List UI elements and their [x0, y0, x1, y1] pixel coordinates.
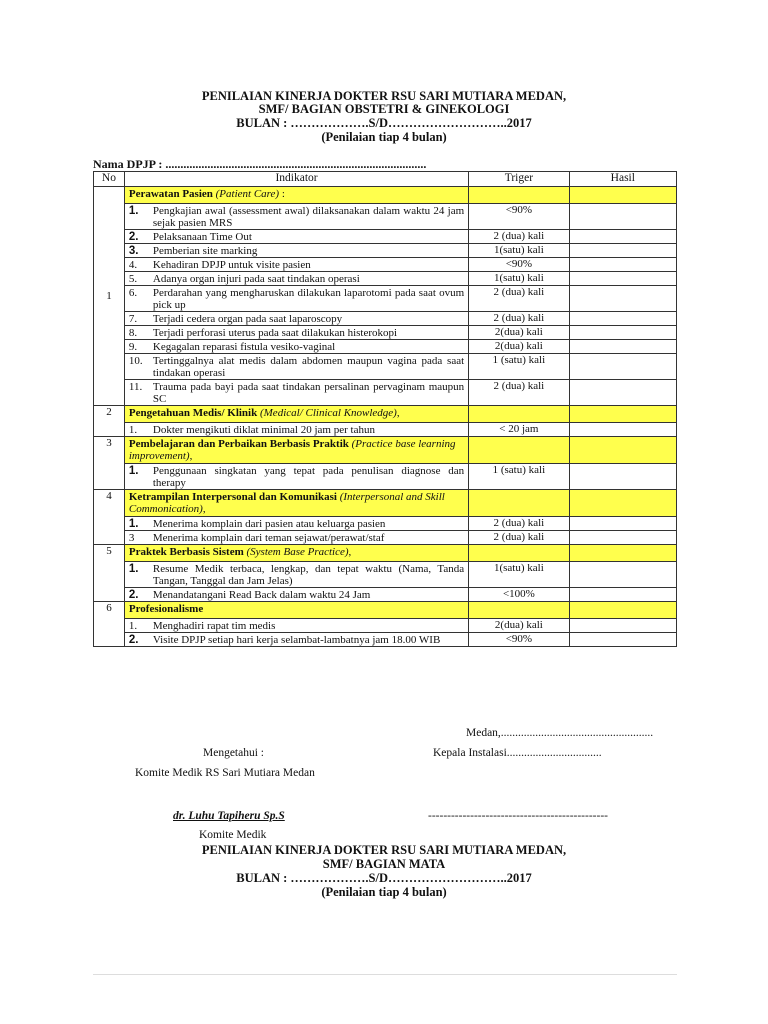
section-title-suffix: : — [279, 188, 285, 200]
section-row — [94, 602, 677, 619]
indicator-number: 7. — [128, 313, 138, 325]
section-title-text: Pengetahuan Medis/ Klinik — [128, 407, 260, 419]
doc-period: BULAN : ……………….S/D………………………..2017 — [236, 116, 532, 130]
indicator-number: 1. — [128, 205, 139, 217]
section-title-english: (System Base Practice) — [246, 546, 349, 558]
signer-name: dr. Luhu Tapiheru Sp.S — [173, 810, 285, 822]
section-hasil-cell — [569, 187, 676, 204]
section-title-text: Pembelajaran dan Perbaikan Berbasis Praktik — [128, 438, 352, 450]
indicator-row — [94, 562, 677, 588]
indicator-cell — [124, 272, 468, 286]
hasil-input-cell[interactable] — [569, 244, 676, 258]
indicator-row — [94, 340, 677, 354]
indicator-number: 1. — [128, 563, 139, 575]
place-date: Medan,..................................................... — [466, 727, 654, 739]
doc2-title: PENILAIAN KINERJA DOKTER RSU SARI MUTIARA MEDAN, — [201, 843, 567, 857]
indicator-row — [94, 244, 677, 258]
indicator-number: 5. — [128, 273, 138, 285]
indicator-text: Tertinggalnya alat medis dalam abdomen maupun vagina pada saat tindakan operasi — [152, 355, 465, 379]
triger-value: < 20 jam — [469, 423, 569, 437]
signature-line: ----------------------------------------------- — [428, 810, 608, 822]
indicator-text: Pemberian site marking — [152, 245, 258, 257]
indicator-row — [94, 272, 677, 286]
indicator-row — [94, 258, 677, 272]
hasil-input-cell[interactable] — [569, 423, 676, 437]
section-triger-cell — [469, 437, 569, 464]
indicator-number: 4. — [128, 259, 138, 271]
triger-value: 2 (dua) kali — [469, 312, 569, 326]
doc2-subtitle: SMF/ BAGIAN MATA — [322, 857, 446, 871]
indicator-number: 3 — [128, 532, 135, 544]
indicator-cell — [124, 326, 468, 340]
section-hasil-cell — [569, 437, 676, 464]
indicator-cell — [124, 423, 468, 437]
triger-value: 2(dua) kali — [469, 326, 569, 340]
page-divider — [93, 974, 677, 975]
hasil-input-cell[interactable] — [569, 258, 676, 272]
indicator-cell — [124, 340, 468, 354]
section-title-english: (Interpersonal and Skill Commonication) — [128, 491, 445, 515]
indicator-text: Menghadiri rapat tim medis — [152, 620, 276, 632]
section-number: 1 — [94, 187, 125, 406]
section-number: 3 — [94, 437, 125, 490]
triger-value: <90% — [469, 258, 569, 272]
table-header-row — [94, 172, 677, 187]
table-body — [94, 187, 677, 647]
doc-note: (Penilaian tiap 4 bulan) — [321, 130, 447, 144]
indicator-cell — [124, 258, 468, 272]
indicator-cell — [124, 244, 468, 258]
indicator-cell — [124, 633, 468, 647]
section-triger-cell — [469, 406, 569, 423]
indicator-text: Kehadiran DPJP untuk visite pasien — [152, 259, 311, 271]
indicator-cell — [124, 531, 468, 545]
section-triger-cell — [469, 602, 569, 619]
indicator-text: Pengkajian awal (assessment awal) dilaksanakan dalam waktu 24 jam sejak pasien MRS — [152, 205, 465, 229]
hasil-input-cell[interactable] — [569, 464, 676, 490]
indicator-cell — [124, 517, 468, 531]
hasil-input-cell[interactable] — [569, 588, 676, 602]
indicator-text: Visite DPJP setiap hari kerja selambat-lambatnya jam 18.00 WIB — [152, 634, 441, 646]
section-row — [94, 545, 677, 562]
indicator-number: 9. — [128, 341, 138, 353]
indicator-text: Penggunaan singkatan yang tepat pada penulisan diagnose dan therapy — [152, 465, 465, 489]
section-row — [94, 490, 677, 517]
doc2-period: BULAN : ……………….S/D………………………..2017 — [236, 871, 532, 885]
section-row — [94, 187, 677, 204]
indicator-text: Pelaksanaan Time Out — [152, 231, 252, 243]
indicator-row — [94, 588, 677, 602]
section-title — [124, 187, 468, 204]
section-title — [124, 545, 468, 562]
triger-value: 1 (satu) kali — [469, 354, 569, 380]
indicator-text: Trauma pada bayi pada saat tindakan persalinan pervaginam maupun SC — [152, 381, 465, 405]
triger-value: 2 (dua) kali — [469, 380, 569, 406]
triger-value: 2 (dua) kali — [469, 230, 569, 244]
indicator-row — [94, 312, 677, 326]
indicator-row — [94, 423, 677, 437]
triger-value: 1(satu) kali — [469, 272, 569, 286]
indicator-row — [94, 230, 677, 244]
indicator-cell — [124, 380, 468, 406]
indicator-row — [94, 380, 677, 406]
indicator-cell — [124, 286, 468, 312]
indicator-row — [94, 517, 677, 531]
indicator-number: 1. — [128, 620, 138, 632]
section-title-text: Praktek Berbasis Sistem — [128, 546, 247, 558]
section-number: 4 — [94, 490, 125, 545]
indicator-number: 3. — [128, 245, 139, 257]
triger-value: 2 (dua) kali — [469, 517, 569, 531]
section-triger-cell — [469, 545, 569, 562]
indicator-number: 11. — [128, 381, 143, 393]
section-title — [124, 406, 468, 423]
indicator-number: 1. — [128, 424, 138, 436]
indicator-text: Resume Medik terbaca, lengkap, dan tepat waktu (Nama, Tanda Tangan, Tanggal dan Jam Jelas) — [152, 563, 465, 587]
indicator-cell — [124, 204, 468, 230]
indicator-cell — [124, 588, 468, 602]
section-title-text: Perawatan Pasien — [128, 188, 216, 200]
assessment-table — [93, 171, 677, 647]
mengetahui-label: Mengetahui : — [203, 747, 264, 759]
indicator-row — [94, 464, 677, 490]
doc-subtitle: SMF/ BAGIAN OBSTETRI & GINEKOLOGI — [258, 102, 510, 116]
hasil-input-cell[interactable] — [569, 340, 676, 354]
section-title — [124, 437, 468, 464]
indicator-cell — [124, 354, 468, 380]
hasil-input-cell[interactable] — [569, 312, 676, 326]
section-number: 5 — [94, 545, 125, 602]
komite-full: Komite Medik RS Sari Mutiara Medan — [135, 767, 315, 779]
indicator-text: Terjadi cedera organ pada saat laparoscopy — [152, 313, 343, 325]
indicator-row — [94, 354, 677, 380]
section-hasil-cell — [569, 545, 676, 562]
indicator-text: Kegagalan reparasi fistula vesiko-vaginal — [152, 341, 336, 353]
triger-value: 1(satu) kali — [469, 562, 569, 588]
col-triger: Triger — [469, 172, 569, 187]
indicator-number: 8. — [128, 327, 138, 339]
indicator-number: 1. — [128, 465, 139, 477]
triger-value: 2(dua) kali — [469, 340, 569, 354]
indicator-cell — [124, 562, 468, 588]
section-hasil-cell — [569, 602, 676, 619]
indicator-number: 10. — [128, 355, 143, 367]
col-no: No — [94, 172, 125, 187]
indicator-row — [94, 326, 677, 340]
triger-value: <90% — [469, 204, 569, 230]
section-number: 6 — [94, 602, 125, 647]
indicator-row — [94, 619, 677, 633]
indicator-text: Terjadi perforasi uterus pada saat dilakukan histerokopi — [152, 327, 398, 339]
indicator-number: 2. — [128, 634, 139, 646]
indicator-cell — [124, 312, 468, 326]
indicator-text: Menandatangani Read Back dalam waktu 24 Jam — [152, 589, 371, 601]
indicator-number: 1. — [128, 518, 139, 530]
section-title-suffix: , — [202, 503, 206, 515]
indicator-text: Adanya organ injuri pada saat tindakan operasi — [152, 273, 360, 285]
section-row — [94, 437, 677, 464]
hasil-input-cell[interactable] — [569, 562, 676, 588]
section-title-english: (Practice base learning improvement) — [128, 438, 456, 462]
indicator-row — [94, 531, 677, 545]
hasil-input-cell[interactable] — [569, 633, 676, 647]
indicator-text: Menerima komplain dari teman sejawat/perawat/staf — [152, 532, 385, 544]
indicator-number: 2. — [128, 231, 139, 243]
triger-value: 2 (dua) kali — [469, 286, 569, 312]
triger-value: 2 (dua) kali — [469, 531, 569, 545]
komite-label: Komite Medik — [199, 829, 267, 841]
section-title-suffix: , — [189, 450, 193, 462]
doc2-note: (Penilaian tiap 4 bulan) — [321, 885, 447, 899]
indicator-text: Menerima komplain dari pasien atau keluarga pasien — [152, 518, 386, 530]
triger-value: <100% — [469, 588, 569, 602]
indicator-text: Dokter mengikuti diklat minimal 20 jam per tahun — [152, 424, 375, 436]
section-triger-cell — [469, 490, 569, 517]
hasil-input-cell[interactable] — [569, 380, 676, 406]
hasil-input-cell[interactable] — [569, 619, 676, 633]
indicator-cell — [124, 619, 468, 633]
section-title — [124, 490, 468, 517]
section-hasil-cell — [569, 490, 676, 517]
triger-value: 1(satu) kali — [469, 244, 569, 258]
section-title-text: Profesionalisme — [128, 603, 204, 615]
triger-value: <90% — [469, 633, 569, 647]
indicator-cell — [124, 230, 468, 244]
indicator-text: Perdarahan yang mengharuskan dilakukan laparotomi pada saat ovum pick up — [152, 287, 465, 311]
indicator-row — [94, 633, 677, 647]
indicator-number: 6. — [128, 287, 138, 299]
hasil-input-cell[interactable] — [569, 326, 676, 340]
section-title-english: (Patient Care) — [215, 188, 280, 200]
indicator-cell — [124, 464, 468, 490]
hasil-input-cell[interactable] — [569, 531, 676, 545]
section-title-text: Ketrampilan Interpersonal dan Komunikasi — [128, 491, 340, 503]
kepala-instalasi: Kepala Instalasi................................. — [433, 747, 602, 759]
hasil-input-cell[interactable] — [569, 230, 676, 244]
section-title — [124, 602, 468, 619]
section-title-suffix: , — [348, 546, 352, 558]
dpjp-name-field: Nama DPJP : ....................................................................................... — [93, 157, 427, 171]
section-hasil-cell — [569, 406, 676, 423]
section-triger-cell — [469, 187, 569, 204]
hasil-input-cell[interactable] — [569, 354, 676, 380]
hasil-input-cell[interactable] — [569, 517, 676, 531]
indicator-row — [94, 286, 677, 312]
section-number: 2 — [94, 406, 125, 437]
section-title-suffix: , — [396, 407, 400, 419]
hasil-input-cell[interactable] — [569, 204, 676, 230]
col-indikator: Indikator — [124, 172, 468, 187]
triger-value: 2(dua) kali — [469, 619, 569, 633]
hasil-input-cell[interactable] — [569, 286, 676, 312]
indicator-row — [94, 204, 677, 230]
col-hasil: Hasil — [569, 172, 676, 187]
hasil-input-cell[interactable] — [569, 272, 676, 286]
triger-value: 1 (satu) kali — [469, 464, 569, 490]
doc-title: PENILAIAN KINERJA DOKTER RSU SARI MUTIARA MEDAN, — [201, 89, 567, 103]
section-title-english: (Medical/ Clinical Knowledge) — [259, 407, 397, 419]
section-row — [94, 406, 677, 423]
indicator-number: 2. — [128, 589, 139, 601]
